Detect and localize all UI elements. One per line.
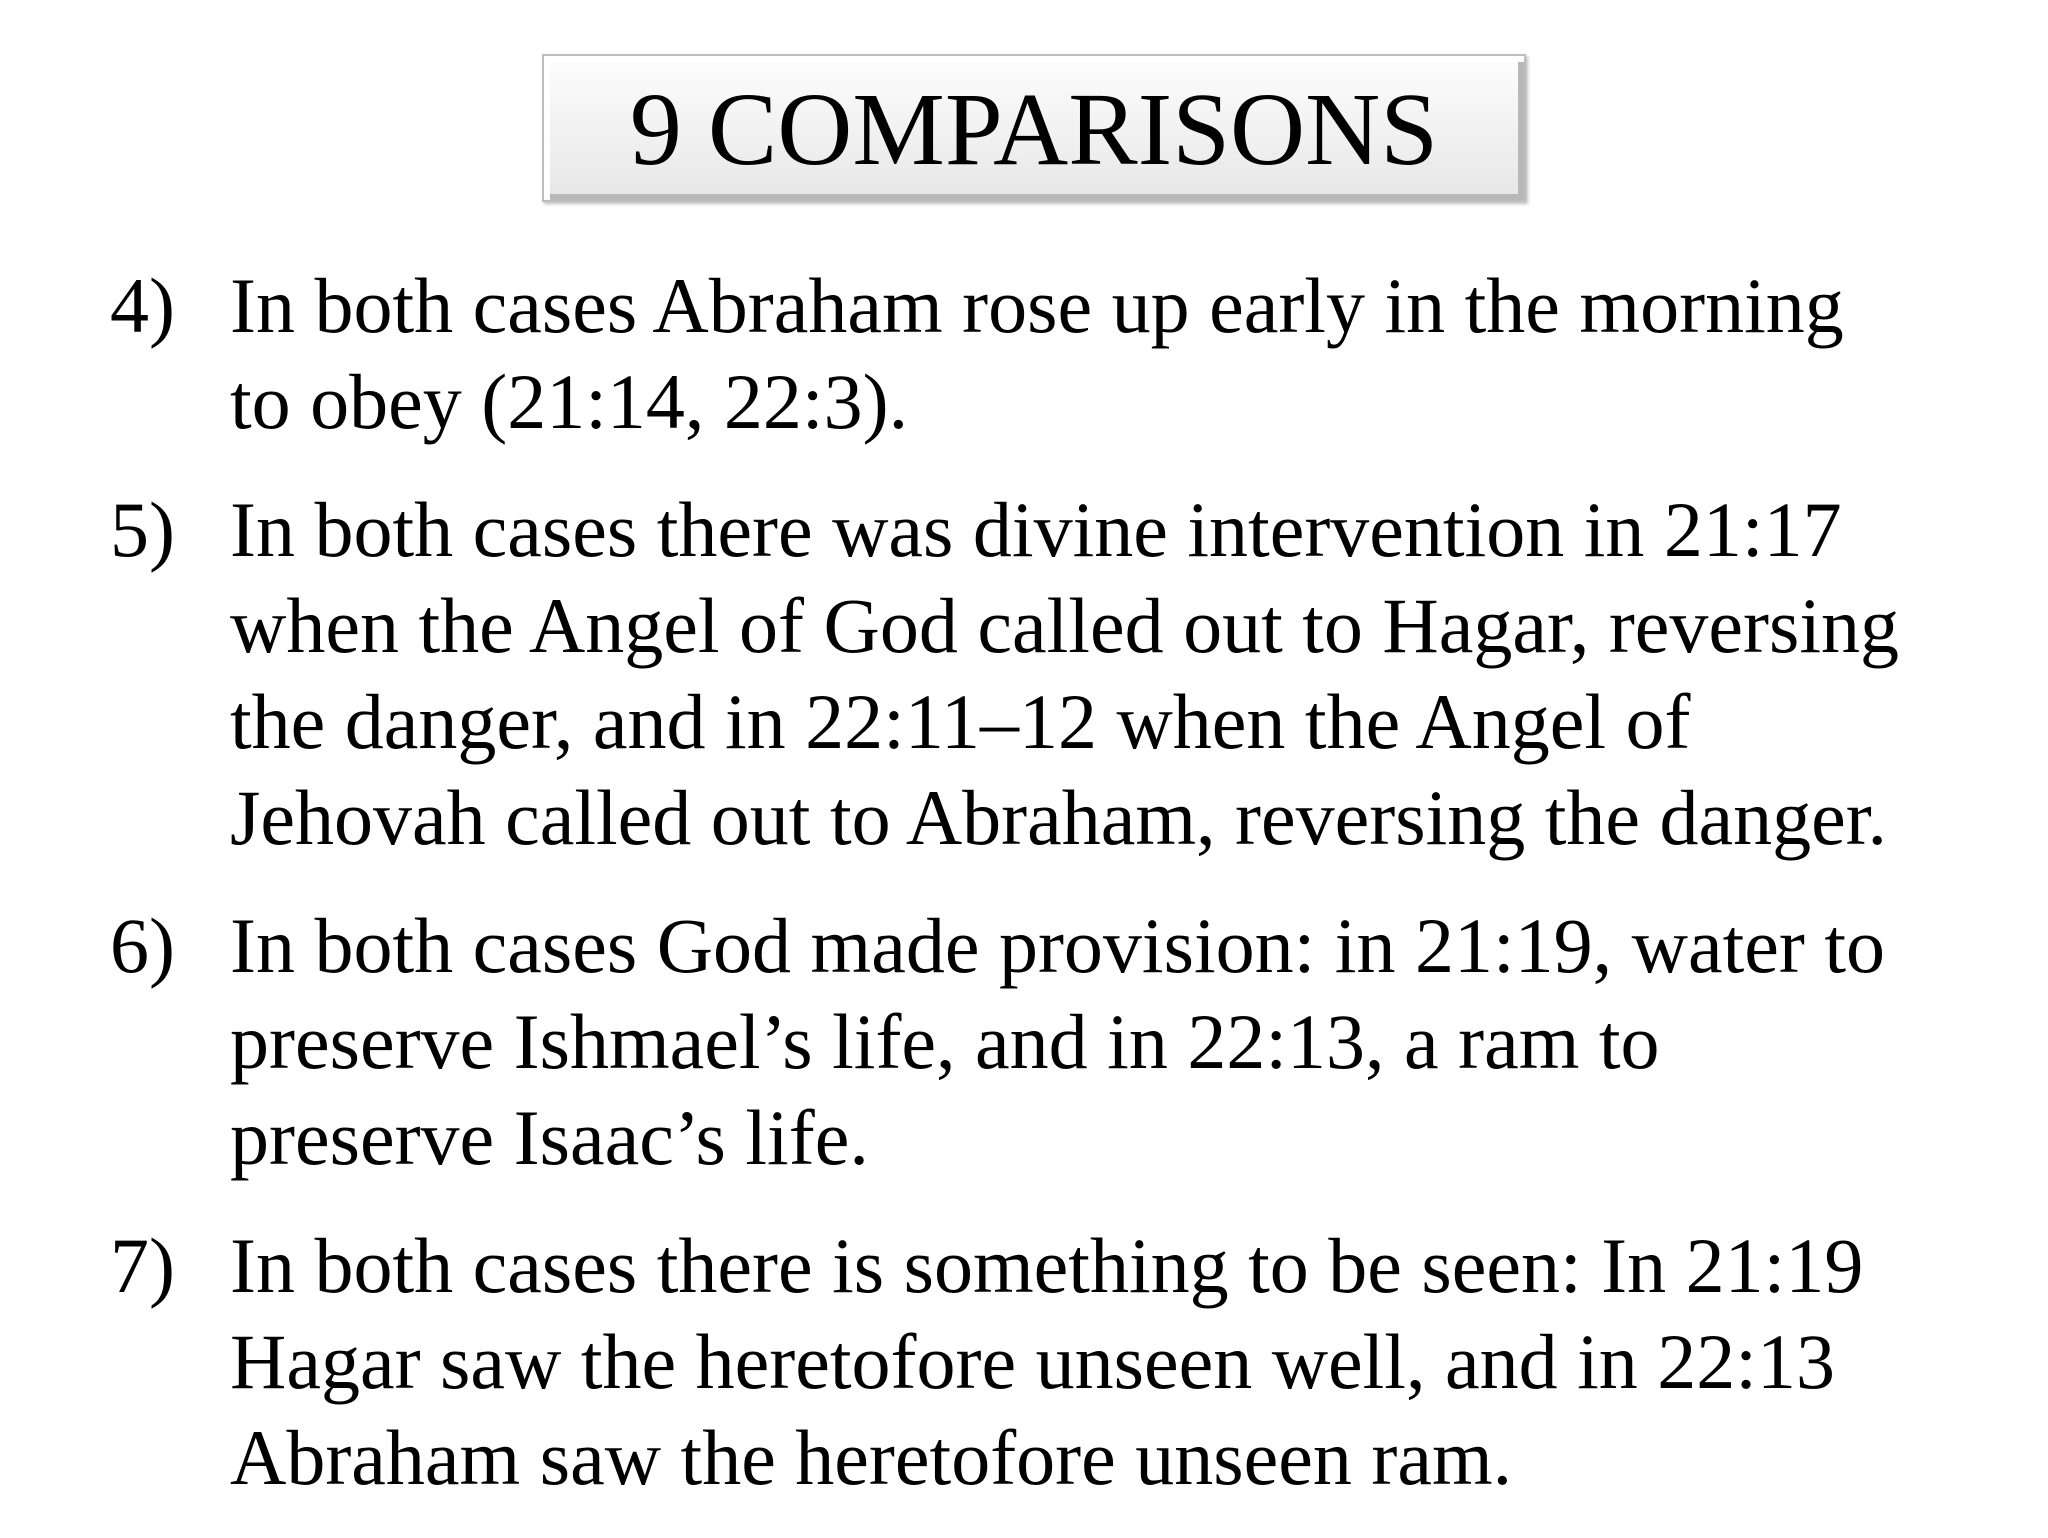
item-line: to obey (21:14, 22:3). <box>230 358 909 445</box>
list-item <box>110 482 2010 866</box>
item-text <box>230 898 2010 1186</box>
list-item <box>110 898 2010 1186</box>
list-item <box>110 258 2010 450</box>
item-number: 6) <box>110 902 175 989</box>
item-number: 5) <box>110 486 175 573</box>
item-line: Hagar saw the heretofore unseen well, and in 22:13 <box>230 1318 1835 1405</box>
item-line: In both cases Abraham rose up early in the morning <box>230 262 1844 349</box>
item-line: Abraham saw the heretofore unseen ram. <box>230 1414 1513 1501</box>
item-line: In both cases there was divine intervention in 21:17 <box>230 486 1842 573</box>
item-line: In both cases God made provision: in 21:19, water to <box>230 902 1886 989</box>
item-text <box>230 1218 2010 1506</box>
item-line: preserve Isaac’s life. <box>230 1094 869 1181</box>
item-line: when the Angel of God called out to Hagar, reversing <box>230 582 1900 669</box>
title-box <box>542 54 1526 202</box>
comparison-list <box>110 258 2010 1538</box>
page-title: 9 COMPARISONS <box>629 72 1439 187</box>
item-number: 7) <box>110 1222 175 1309</box>
item-number: 4) <box>110 262 175 349</box>
item-text <box>230 258 2010 450</box>
list-item <box>110 1218 2010 1506</box>
item-text <box>230 482 2010 866</box>
item-line: In both cases there is something to be seen: In 21:19 <box>230 1222 1864 1309</box>
item-line: the danger, and in 22:11–12 when the Angel of <box>230 678 1691 765</box>
item-line: preserve Ishmael’s life, and in 22:13, a ram to <box>230 998 1660 1085</box>
item-line: Jehovah called out to Abraham, reversing the danger. <box>230 774 1887 861</box>
